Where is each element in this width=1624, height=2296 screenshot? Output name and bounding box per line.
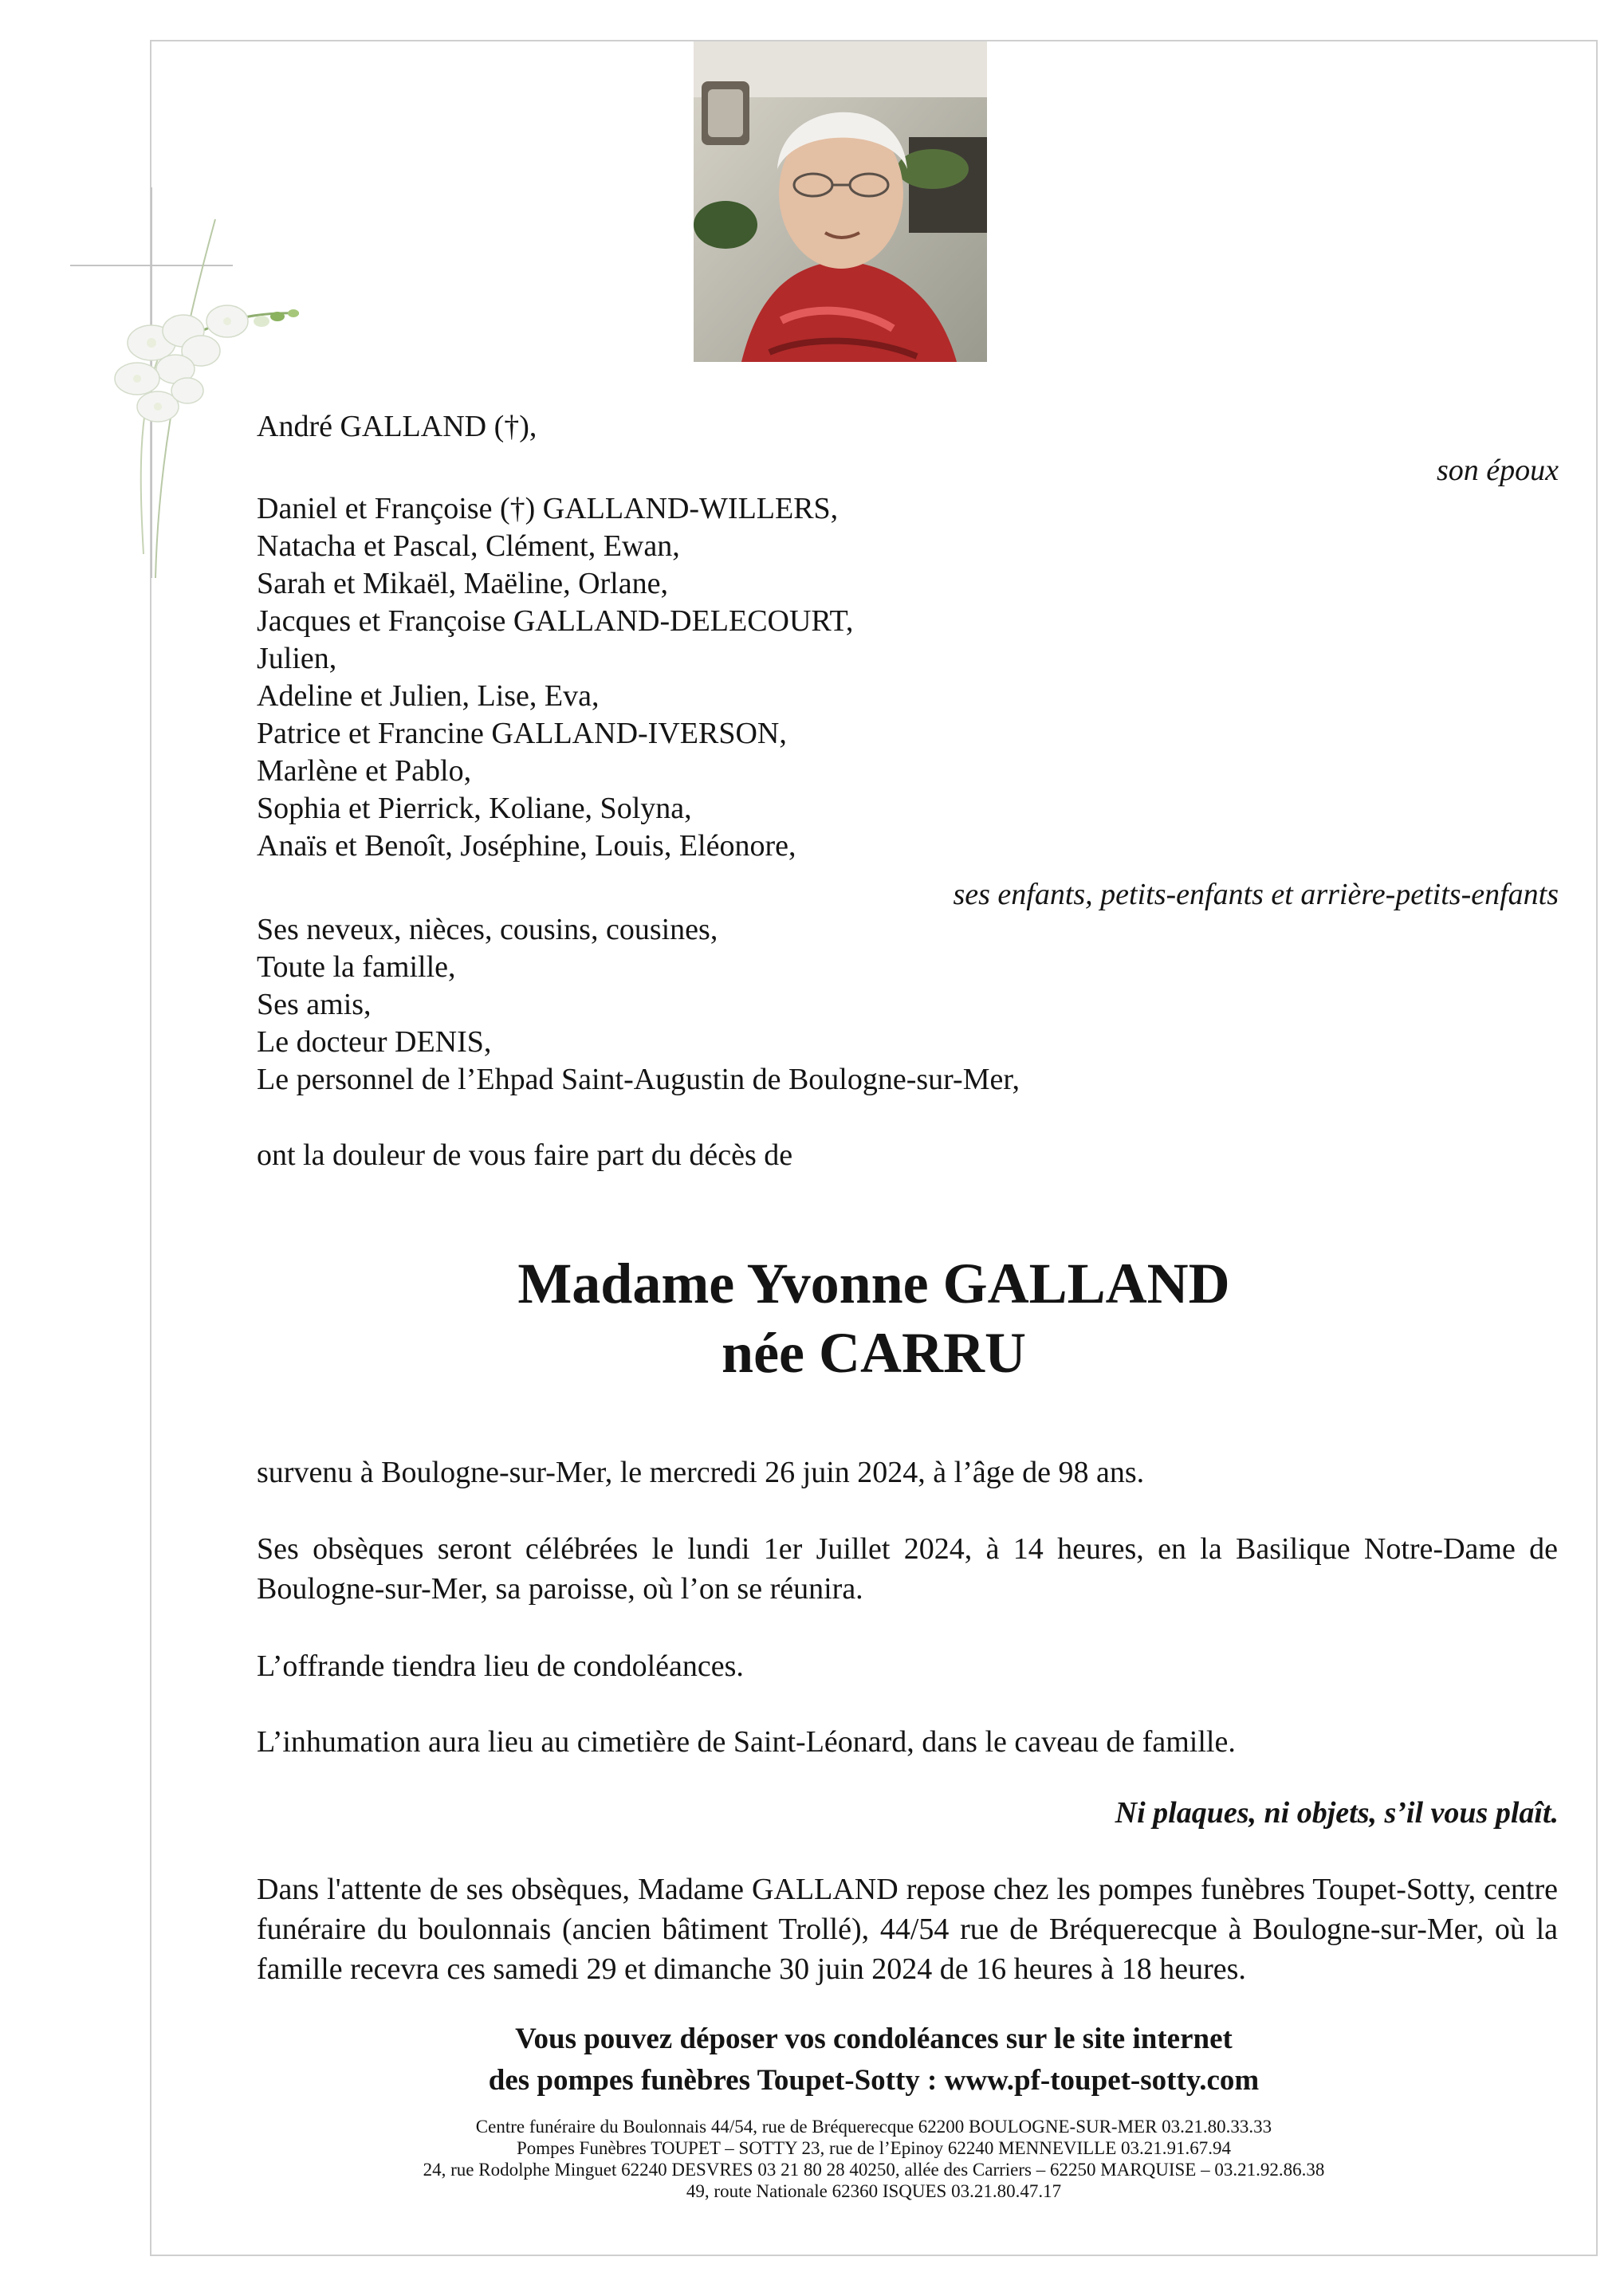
condolence-line-1: Vous pouvez déposer vos condoléances sur le site internet	[515, 2023, 1233, 2055]
deceased-name: Madame Yvonne GALLAND	[517, 1252, 1230, 1315]
list-item: Ses amis,	[257, 988, 372, 1021]
burial-info: L’inhumation aura lieu au cimetière de Saint-Léonard, dans le caveau de famille.	[257, 1725, 1236, 1759]
list-item: Jacques et Françoise GALLAND-DELECOURT,	[257, 604, 854, 638]
footer-line: 49, route Nationale 62360 ISQUES 03.21.80.47.17	[686, 2181, 1062, 2201]
list-item: Patrice et Francine GALLAND-IVERSON,	[257, 717, 787, 750]
offering-note: L’offrande tiendra lieu de condoléances.	[257, 1649, 744, 1683]
family-list	[257, 490, 853, 865]
list-item: Sophia et Pierrick, Koliane, Solyna,	[257, 792, 692, 825]
list-item: Daniel et Françoise (†) GALLAND-WILLERS,	[257, 492, 839, 525]
footer-line: Centre funéraire du Boulonnais 44/54, rue de Bréquerecque 62200 BOULOGNE-SUR-MER 03.21.80.33.33	[475, 2117, 1272, 2137]
spouse-role: son époux	[1436, 454, 1559, 487]
footer-line: 24, rue Rodolphe Minguet 62240 DESVRES 03 21 80 28 40250, allée des Carriers – 62250 MARQUISE – 03.21.92.86.38	[423, 2160, 1325, 2180]
list-item: Marlène et Pablo,	[257, 754, 472, 788]
footer-contacts	[150, 2116, 1598, 2202]
list-item: Sarah et Mikaël, Maëline, Orlane,	[257, 567, 668, 600]
list-item: Ses neveux, nièces, cousins, cousines,	[257, 913, 718, 946]
list-item: Julien,	[257, 642, 337, 675]
portrait-photo	[694, 41, 987, 362]
spouse-line: André GALLAND (†),	[257, 410, 537, 443]
list-item: Le docteur DENIS,	[257, 1025, 492, 1059]
death-info: survenu à Boulogne-sur-Mer, le mercredi 26 juin 2024, à l’âge de 98 ans.	[257, 1456, 1145, 1489]
list-item: Le personnel de l’Ehpad Saint-Augustin de Boulogne-sur-Mer,	[257, 1063, 1020, 1096]
condolence-line-2: des pompes funèbres Toupet-Sotty : www.pf-toupet-sotty.com	[488, 2064, 1260, 2097]
others-list	[257, 911, 1020, 1099]
family-role: ses enfants, petits-enfants et arrière-petits-enfants	[953, 878, 1559, 911]
funeral-info: Ses obsèques seront célébrées le lundi 1er Juillet 2024, à 14 heures, en la Basilique Notre-Dame de Boulogne-sur-Mer, sa paroisse, où l’on se réunira.	[257, 1532, 1558, 1606]
list-item: Toute la famille,	[257, 950, 456, 984]
announcement: ont la douleur de vous faire part du décès de	[257, 1138, 793, 1172]
list-item: Natacha et Pascal, Clément, Ewan,	[257, 529, 680, 563]
footer-line: Pompes Funèbres TOUPET – SOTTY 23, rue de l’Epinoy 62240 MENNEVILLE 03.21.91.67.94	[516, 2138, 1232, 2158]
list-item: Anaïs et Benoît, Joséphine, Louis, Eléonore,	[257, 829, 796, 863]
rest-info: Dans l'attente de ses obsèques, Madame GALLAND repose chez les pompes funèbres Toupet-Sotty, centre funéraire du boulonnais (ancien bâtiment Trollé), 44/54 rue de Bréquerecque à Boulogne-sur-Mer, où la famille recevra ces samedi 29 et dimanche 30 juin 2024 de 16 heures à 18 heures.	[257, 1873, 1558, 1986]
list-item: Adeline et Julien, Lise, Eva,	[257, 679, 600, 713]
no-flowers-note: Ni plaques, ni objets, s’il vous plaît.	[1115, 1796, 1559, 1830]
deceased-birth-name: née CARRU	[722, 1321, 1026, 1385]
